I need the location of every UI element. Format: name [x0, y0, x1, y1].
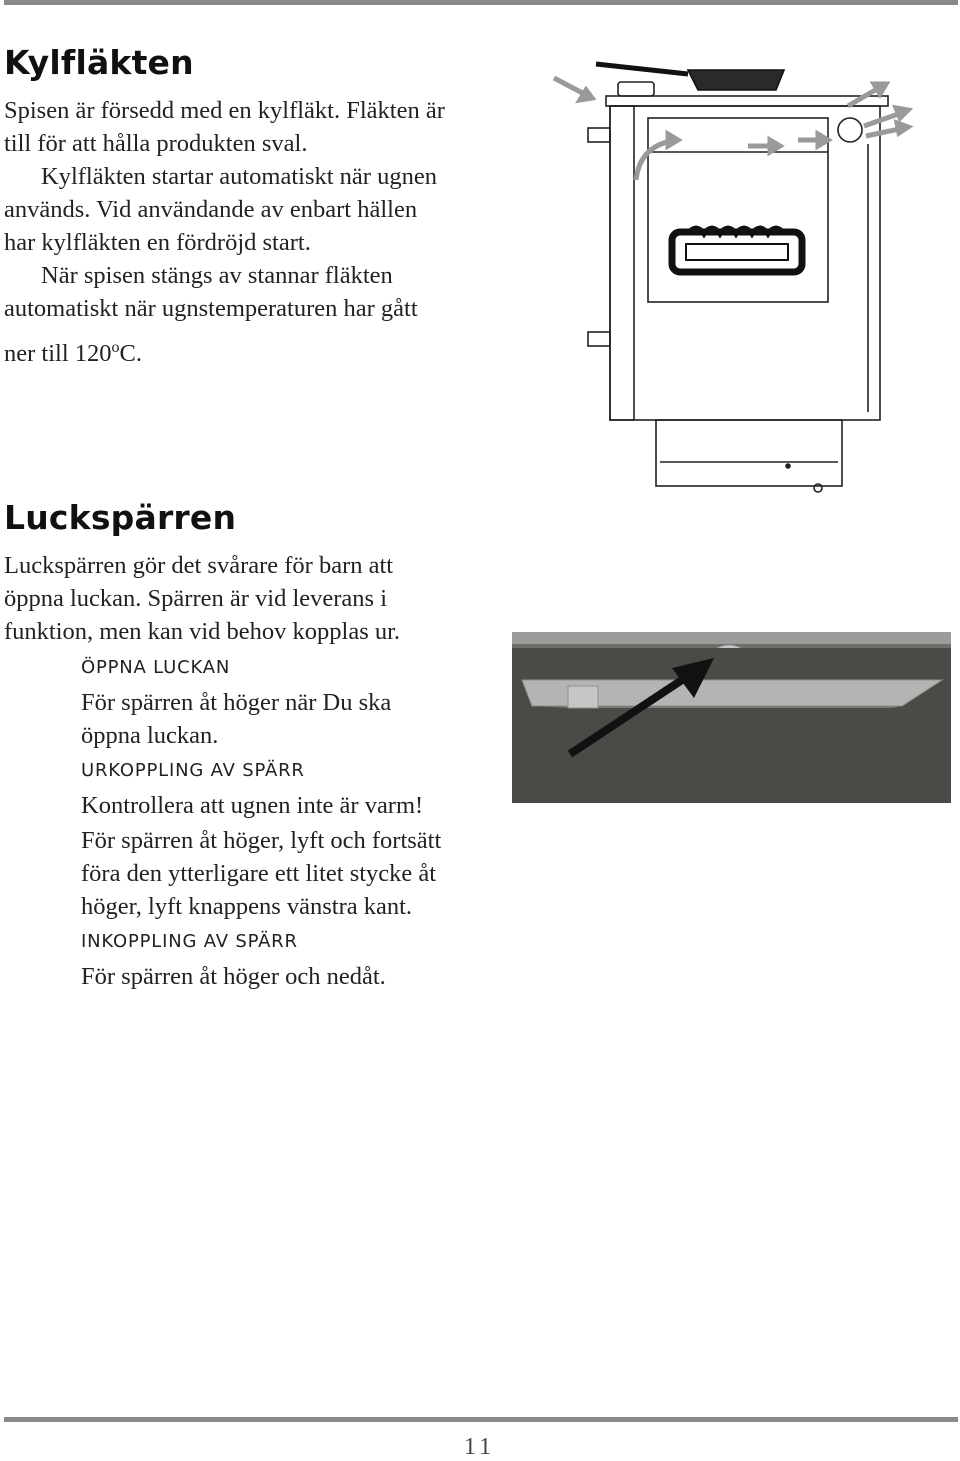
bottom-rule	[4, 1417, 958, 1422]
text-line: funktion, men kan vid behov kopplas ur.	[4, 618, 401, 645]
oven-door	[610, 106, 634, 420]
heading-luckspärren: Luckspärren	[4, 498, 237, 537]
top-rule	[4, 0, 958, 5]
text-line-temperature	[4, 331, 445, 370]
text-line: Spisen är försedd med en kylfläkt. Fläkten är	[4, 97, 445, 124]
door-latch-photo	[512, 632, 951, 803]
door-panel	[512, 632, 951, 803]
subheading-disengage-lock: URKOPPLING AV SPÄRR	[81, 760, 305, 781]
temperature-suffix: C.	[119, 340, 142, 368]
open-door-text	[81, 686, 391, 752]
page-number: 11	[464, 1434, 496, 1460]
text-line: Kylfläkten startar automatiskt när ugnen	[41, 163, 437, 190]
subheading-engage-lock: INKOPPLING AV SPÄRR	[81, 931, 298, 952]
temperature-prefix: ner till 120	[4, 340, 112, 368]
text-line: automatiskt när ugnstemperaturen har gått	[4, 295, 418, 322]
heading-kylflakten: Kylfläkten	[4, 43, 194, 82]
plinth	[656, 420, 842, 486]
kylflakten-paragraph	[4, 94, 445, 370]
door-handle-top	[588, 128, 610, 142]
text-line: öppna luckan. Spärren är vid leverans i	[4, 585, 388, 612]
text-line: När spisen stängs av stannar fläkten	[41, 262, 393, 289]
burner-knob	[618, 82, 654, 96]
text-line: till för att hålla produkten sval.	[4, 130, 308, 157]
text-line: Luckspärren gör det svårare för barn att	[4, 552, 394, 579]
text-line: har kylfläkten en fördröjd start.	[4, 229, 311, 256]
fan-motor	[838, 118, 862, 142]
disengage-lock-text	[81, 789, 441, 923]
text-line: öppna luckan.	[81, 722, 219, 749]
text-line: används. Vid användande av enbart hällen	[4, 196, 418, 223]
text-line: Kontrollera att ugnen inte är varm!	[81, 792, 424, 819]
cooker-fan-illustration	[548, 52, 918, 494]
hob-top-outline	[606, 96, 888, 106]
roasting-tray	[672, 228, 802, 272]
engage-lock-text	[81, 960, 386, 993]
luckspärren-intro	[4, 549, 400, 648]
latch-button	[568, 686, 598, 708]
door-handle-bottom	[588, 332, 610, 346]
text-line: För spärren åt höger och nedåt.	[81, 963, 386, 990]
degree-superscript: o	[111, 339, 120, 356]
text-line: höger, lyft knappens vänstra kant.	[81, 893, 413, 920]
text-line: För spärren åt höger när Du ska	[81, 689, 392, 716]
text-line: För spärren åt höger, lyft och fortsätt	[81, 827, 442, 854]
text-line: föra den ytterligare ett litet stycke åt	[81, 860, 437, 887]
pan-handle	[596, 64, 688, 74]
frying-pan-shape	[688, 70, 784, 90]
subheading-open-door: ÖPPNA LUCKAN	[81, 657, 231, 678]
